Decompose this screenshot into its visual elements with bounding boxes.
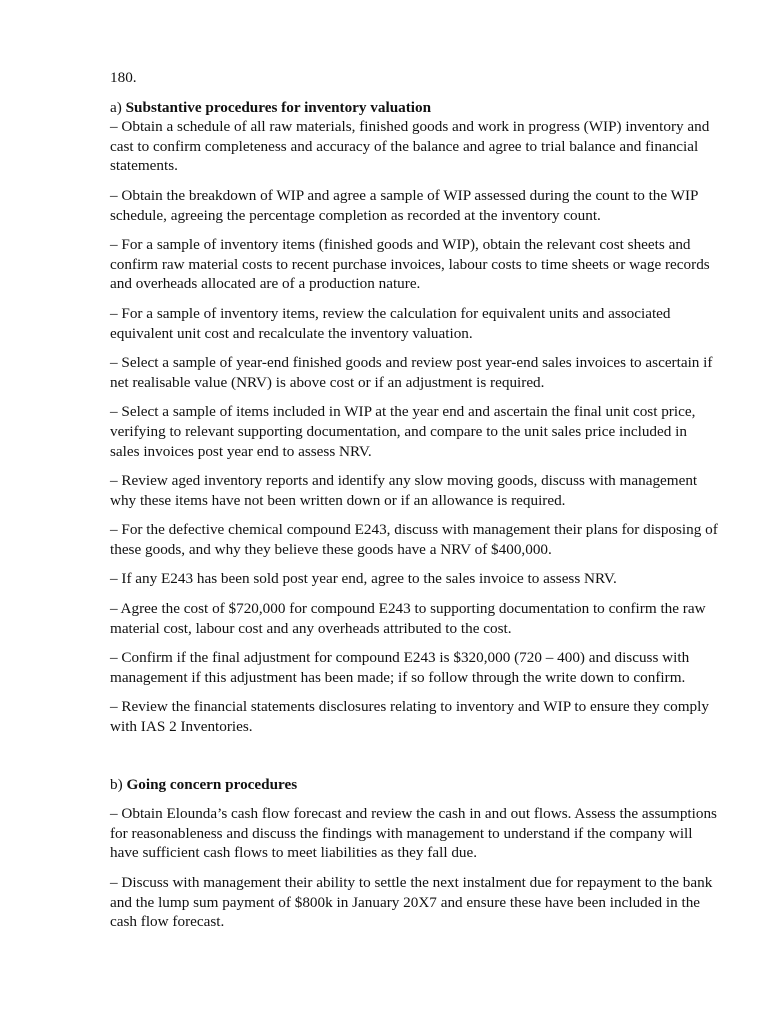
procedure-paragraph: – Obtain Elounda’s cash flow forecast and review the cash in and out flows. Assess the assumptions for reasonableness and discuss the findings with management to understand if the company will have sufficient cash flows to meet liabilities as they fall due. [110,805,717,862]
section-a-heading [110,98,720,118]
procedure-paragraph: – Obtain a schedule of all raw materials, finished goods and work in progress (WIP) inventory and cast to confirm completeness and accuracy of the balance and agree to trial balance and financial statements. [110,118,710,175]
section-b-title: Going concern procedures [126,775,298,793]
procedure-paragraph: – Confirm if the final adjustment for compound E243 is $320,000 (720 – 400) and discuss with management if this adjustment has been made; if so follow through the write down to confirm. [110,649,690,686]
section-b-prefix: b) [110,775,123,793]
procedure-paragraph: – For the defective chemical compound E243, discuss with management their plans for disposing of these goods, and why they believe these goods have a NRV of $400,000. [110,521,718,558]
procedure-paragraph: – Agree the cost of $720,000 for compound E243 to supporting documentation to confirm the raw material cost, labour cost and any overheads attributed to the cost. [110,600,706,637]
question-number: 180. [110,69,137,86]
section-a-title: Substantive procedures for inventory valuation [125,98,432,116]
section-a-prefix: a) [110,98,122,116]
procedure-paragraph: – Discuss with management their ability to settle the next instalment due for repayment to the bank and the lump sum payment of $800k in January 20X7 and ensure these have been included in the cash flow forecast. [110,874,713,931]
procedure-paragraph: – Select a sample of items included in WIP at the year end and ascertain the final unit cost price, verifying to relevant supporting documentation, and compare to the unit sales price included in sales invoices post year end to assess NRV. [110,403,696,460]
procedure-paragraph: – Select a sample of year-end finished goods and review post year-end sales invoices to ascertain if net realisable value (NRV) is above cost or if an adjustment is required. [110,354,713,391]
section-a [110,98,720,737]
document-page [110,68,720,942]
procedure-paragraph: – Review aged inventory reports and identify any slow moving goods, discuss with management why these items have not been written down or if an allowance is required. [110,472,698,509]
procedure-paragraph: – Obtain the breakdown of WIP and agree a sample of WIP assessed during the count to the WIP schedule, agreeing the percentage completion as recorded at the inventory count. [110,186,698,224]
section-b-heading [110,775,720,795]
procedure-paragraph: – Review the financial statements disclosures relating to inventory and WIP to ensure they comply with IAS 2 Inventories. [110,698,709,736]
procedure-paragraph: – For a sample of inventory items (finished goods and WIP), obtain the relevant cost sheets and confirm raw material costs to recent purchase invoices, labour costs to time sheets or wage records and overheads allocated are of a production nature. [110,236,710,293]
section-b [110,775,720,932]
procedure-paragraph: – If any E243 has been sold post year end, agree to the sales invoice to assess NRV. [110,570,617,588]
procedure-paragraph: – For a sample of inventory items, review the calculation for equivalent units and associated equivalent unit cost and recalculate the inventory valuation. [110,304,671,342]
